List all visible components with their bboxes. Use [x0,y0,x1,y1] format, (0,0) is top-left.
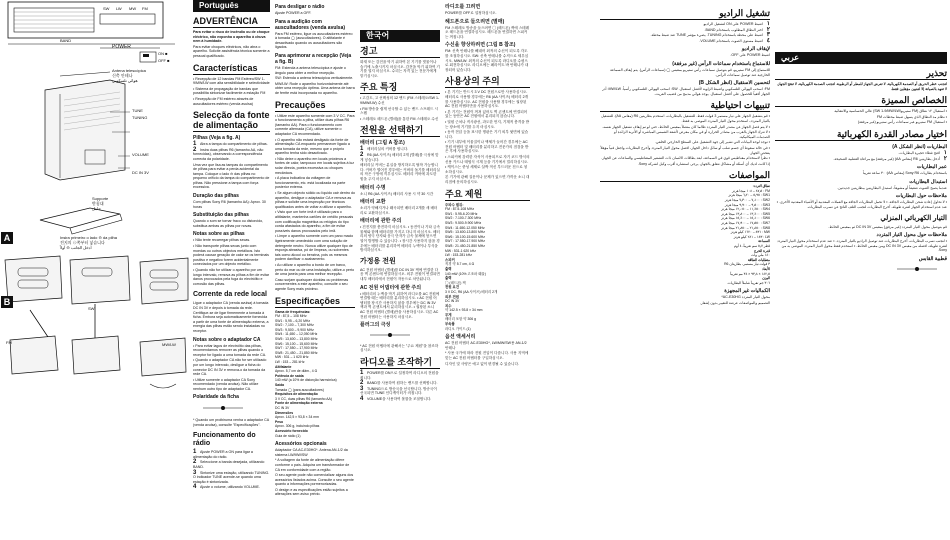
ar-operation-step: اختر النطاق المطلوب باستخدام BAND. [704,27,763,32]
pt-spec-line: SW3 : 9,500 – 9,900 MHz [275,327,314,332]
ko-house-title: 가정용 전원 [360,257,396,265]
ar-spec-title: المواصفات [600,170,770,182]
ko-spec-line: 스피커 [445,257,455,262]
ar-spec-line: ٣ فولت تيار مستمر، بطاريتان R6 [724,262,770,267]
pt-precaution: • Não deixe o aparelho em locais próximos a fontes de calor, tampouco em locais sujeitos à luz solar directa, poeira excessiva ou choques mecânicos. [275,156,355,175]
ko-life-title: 배터리 수명 [360,184,386,191]
ko-spec-line: 직경 약 5.7 cm, 4 Ω [445,262,475,267]
ko-operation-step: VOLUME을 사용하여 볼륨을 조절합니다. [367,396,432,401]
pt-precaution: • Ao utilizar o aparelho a bordo de um barco, perto do mar ou de uma instalação, utilize-o perto de uma janela para uma melhor recepção. [275,262,355,277]
pt-spec-line: Peso [275,419,284,424]
ko-operation-step: TUNING으로 방송국을 선국합니다. 방송국이 선국되면 TUNE 인디케이터가 켜집니다. [360,386,437,396]
pt-spec-line: Dimensões [275,410,294,415]
pt-reception-item: SW: Estenda a antena telescópica verticalmente. [275,76,354,81]
ar-off-title: لإيقاف الراديو [741,46,770,53]
ko-feature: • FM 방송을 쉽게 선국할 수 있는 밴드 스프레드 시스템 [360,106,438,116]
ko-replace-title: 배터리 교환 [360,199,386,206]
ar-spec-line: الأبعاد [762,266,770,271]
ar-spec-line: MW : ٥٣١ – ١٦٢٠ كيلو هرتز [730,230,770,235]
ko-care-item: • 본 기기는 반드시 3 V DC 전원으로만 사용하십시오. 배터리로 사용할 경우에는 R6 (AA 사이즈) 배터리 2개를 사용하십시오. AC 전원을 사용할 경우에는 권장된 AC 전원 어댑터만을 사용하십시오. [445,90,529,109]
pt-spec-line: SW4 : 11,650 – 12,050 MHz [275,332,318,337]
ko-care-item: • 동작 전압 등을 표시한 명판은 기기 외부 뒷면에 있습니다. [445,130,529,139]
pt-specs-title: Especificações [275,296,355,308]
ar-operation-step: اضبط على محطة باستخدام TUNING. يضيء مؤشر TUNE عند ضبط محطة. [650,33,763,38]
label-dcin: DC IN 3V [132,170,149,175]
label-insira-ko: 전지의 ⊖쪽부터 넣습니다 [60,240,105,245]
pt-design-note: O design e as especificações estão sujeitos a alterações sem aviso prévio. [275,487,348,497]
ko-acc-text: AC 전원 어댑터 AC-E30HG*, LW/MW/SW용 AN-1/2 안테나 [445,341,527,350]
ko-battery-step: 배터리실의 커버를 엽니다. [367,147,409,152]
ar-warning-title: تحذير [775,68,947,80]
pt-spec-line: Guia de rádio (1) [275,433,301,438]
ar-precautions-title: تنبيهات احتياطية [600,100,770,112]
ar-hp-title: للاستماع باستخدام سماعات الرأس (غير مرفقة) [672,60,770,67]
pt-headphone-title: Para a audição com auscultadores (venda avulsa) [275,18,346,31]
ko-acc-note: * 사용 국가에 따라 전원 전압이 다릅니다. 사용 지역에 맞는 AC 전원 어댑터를 구입하십시오. [445,351,529,361]
ar-spec-line: ١٤٠ ملي وات [751,253,770,258]
ko-care-title: 사용상의 주의 [445,76,530,88]
label-antenna-ar: هوائي تلسكوبي [112,78,138,83]
ar-spec-line: متطلبات الطاقة [747,257,770,262]
pt-spec-line: DC IN 3V [275,405,290,410]
ko-spec-line: SW5 : 13.600-13.800 MHz [445,230,485,235]
ar-spec-line: الوزن [762,276,770,281]
label-antenna-ko: 신축 안테나 [112,73,133,78]
plug-polarity-icon [360,329,420,341]
ko-features-title: 주요 특징 [360,82,440,94]
ar-spec-line: قطر ٥٫٧ سم تقريباً، ٤ أوم [734,244,770,248]
ko-spec-line: 배터리 포함 약 306 g [445,317,476,322]
pt-operation-step: Ajuste POWER a ON para ligar a alimentação do rádio. [193,450,253,459]
plug-polarity-icon [193,401,253,415]
ar-spec-line: SW2 : ٧٫١٠٠ – ٧٫٣٠٠ ميجا هرتز [724,198,770,203]
ar-spec-line: SW6 : ١٥٫١٠٠ – ١٥٫٦٠٠ ميجا هرتز [721,216,770,221]
pt-battery-note-item: • Não transporte pilhas secas junto com moedas ou outros objectos metálicos. Isto poderá causar geração de calor se os terminais positivo e negativo forem acidentalmente conectados por um objecto metálico. [193,244,269,267]
ko-spec-line: 라디오 가이드 (1) [445,326,471,331]
ar-hp-text: للاستماع إلى FM ستيريو، قم بتوصيل سماعات رأس ستيريو بمقبس ◯ (سماعات الرأس). يتم إيقاف السماعة الخارجية عند توصيل سماعات الرأس. [610,67,770,77]
ko-acc-title: 옵션 액세서리 [445,334,476,341]
ko-spec-line: SW7 : 17.550-17.900 MHz [445,239,485,244]
ar-spec-line: SW5 : ١٣٫٦٠٠ – ١٣٫٨٠٠ ميجا هرتز [721,211,770,216]
ko-spec-line: 3 V DC, R6 (AA 사이즈) 배터리 2개 [445,289,498,294]
pt-ac-note-item: • Utilize somente o adaptador CA Sony recomendado (venda avulsa). Não utilize nenhum outro tipo de adaptador CA. [193,377,259,391]
ko-care-item: • 열원 근처나 직사광선, 과도한 먼지, 기계적 충격을 받는 장소에 기기를 두지 마십시오. [445,119,530,129]
pt-reception-title: Para aprimorar a recepção (Veja a fig. B) [275,52,352,65]
ko-bnote-text: • 건전지를 충전하지 마십시오. • 동전이나 기타 금속 물체와 함께 배터리를 가지고 다니지 마십시오. 배터리의 양극 단자와 음극 단자가 금속 물체에 닿으면 열이 발생할 수 있습니다. • 장시간 사용하지 않을 경우에는 배터리를 분리하여 배터리 누액이나 부식을 방지하십시오. [360,225,440,253]
label-insira: Insira primeiro o lado ⊖ da pilha [60,235,117,240]
ar-battery-title: البطاريات (انظر الشكل A) [892,143,947,150]
ko-spec-line: 140 mW (10% 고조파 왜율) [445,271,486,276]
ar-spec-line: SW4 : ١١٫٦٥٠ – ١٢٫٠٥٠ ميجا هرتز [721,207,770,212]
pt-spec-line: Aprox. 5,7 cm de diâm., 4 Ω [275,369,318,374]
ko-spec-line: SW4 : 11.650-12.050 MHz [445,225,485,230]
ko-life-text: 소니 R6 (AA 사이즈) 배터리 사용 시 약 30 시간 [360,191,434,196]
pt-operation-step: Sintonize uma estação, utilizando TUNING. O indicador TUNE acende-se quando uma estação é sintonizada. [193,470,270,484]
ko-spec-line: FM : 87.5-108 MHz [445,207,475,212]
pt-ac-notes-title: Notas sobre o adaptador CA [193,336,261,343]
pt-dealer-note: O seu agente pode não comercializar alguns dos acessórios listados acima. Consulte o seu agente quanto a informações pormenorizadas. [275,473,354,487]
ar-off-text: اضبط POWER على OFF. [730,53,770,58]
ko-spec-line: LW : 153-281 kHz [445,253,472,258]
ar-precaution: • توجد لوحة البيانات التي تشير إلى جهد التشغيل على السطح الخارجي الخلفي. [654,140,770,145]
pt-spec-line: SW5 : 13,600 – 13,800 MHz [275,337,318,342]
ar-precaution: • قم بتشغيل الجهاز على تيار مستمر 3 فولت فقط. للتشغيل بالبطاريات، استخدم بطاريتين R6 (مقاس AA). للتشغيل بالتيار المتردد، استخدم محول التيار المتردد الموصى به فقط. [601,114,770,123]
ko-spec-line: SW2 : 7.100-7.300 MHz [445,216,482,221]
ko-spec-line: 부속품 [445,322,455,327]
pt-plug-note: * Quando um proibiruma venha o adaptador CA (venda avulsa), consulte "Especificações". [193,418,269,427]
pt-features-title: Características [193,63,270,75]
pt-accessories-note: * A voltagem da fonte de alimentação difere conforme o país. Adquira um transformador de CA em conformidade com a região. [275,458,350,472]
ko-spec-line: MW : 531-1 620 kHz [445,248,476,253]
pt-headphone-text: Para FM estéreo, ligue os auscultadores estéreo à tomada ◯ (auscultadores). O altifalante é desactivado quando os auscultadores são ligados. [275,31,353,50]
pt-batteries-title: Pilhas (Veja a fig. A) [193,135,241,142]
label-mwlw: MW/LW [162,342,176,347]
ko-spec-list [445,203,530,332]
section-b-label: B [1,296,13,308]
ko-care-item: • 본 기기는 전원이 꺼져 있어도 벽 콘센트에 연결되어 있는 동안은 AC 전원에서 분리되지 않습니다. [445,109,528,119]
pt-spec-line: Altifalante [275,364,292,369]
label-sw: SW [88,306,95,311]
ar-ac-title: ملاحظات حول محول التيار المتردد [876,232,947,239]
pt-spec-line: SW8 : 21,450 – 21,850 MHz [275,350,318,355]
ar-spec-line: قدرة الخرج [754,248,770,253]
ko-spec-line: SW6 : 15.100-15.600 MHz [445,234,485,239]
pt-battery-replace-title: Substituição das pilhas [193,212,249,219]
label-antenna: Antena telescópica [112,68,146,73]
ar-precautions-final: إذا كانت لديك أي أسئلة أو مشاكل تتعلق بالجهاز، يرجى استشارة أقرب وكيل لشركة Sony. [637,161,770,166]
ko-rec-title: 수신을 향상하려면 (그림 B 참조) [445,42,516,49]
ar-precaution: • في حالة سقوط أي جسم صلب أو سائل داخل الجهاز، افصل محول التيار المتردد وأخرج البطاريات واجعل فنياً مؤهلاً يفحص الجهاز. [600,145,770,155]
ar-spec-list [600,184,770,285]
ko-feature: • 스테레오 헤드폰 (별매)을 통한 FM 스테레오 수신 [360,116,439,121]
pt-spec-line: SW7 : 17,550 – 17,900 MHz [275,346,318,351]
ko-care-item: • 기기 내부에 이물질이나 액체가 들어간 경우에는 AC 전원 어댑터 및 배터리를 분리하고 전문가의 점검을 받은 후에 사용하십시오. [445,140,529,154]
plug-polarity-icon [887,263,947,275]
pt-warning-text: Para evitar o risco de incêndio ou de choque eléctrico, não exponha o aparelho à chuva nem à humidade. [193,30,270,44]
ar-bnote-text: • لا تحاول إعادة شحن البطاريات الجافة. • لا تحمل البطاريات الجافة مع العملات المعدنية أو الأشياء المعدنية الأخرى. • عند عدم استخدام الجهاز لفترة طويلة، أخرج البطاريات لتجنب التلف الناتج عن تسرب البطاريات. [776,200,947,209]
ko-spec-line: DC IN 3V [445,299,460,304]
pt-feature: • Recepção de FM estéreo através de auscultadores estéreo (venda avulsa) [193,96,254,106]
ar-column-2: تشغيل الراديو ١اضبط POWER على ON لتشغيل الراديو. ٢اختر النطاق المطلوب باستخدام BAND. ٣اضبط على محطة باستخدام TUNING. يضيء مؤشر TUNE عند ضبط محطة. ٤اضبط مستوى الصوت باستخدام VOLUME. لإيقاف الراديو اضبط POWER على OFF. للاستماع باستخدام سماعات الرأس (غير مرفقة) للاستماع إلى FM ستيريو، قم بتوصيل سماعات رأس ستيريو بمقبس ◯ (سماعات الرأس). يتم إيقاف السماعة الخارجية عند توصيل سماعات الرأس. لتحسين الاستقبال (انظر الشكل B) FM: اسحب الهوائي التلسكوبي واضبط الزاوية لأفضل استقبال. SW: اسحب الهوائي التلسكوبي رأسياً. MW/LW: أدر الجهاز أفقياً للحصول على أفضل استقبال. يوجد هوائي مدمج من قضيب الفريت. تنبيهات احتياطية • قم بتشغيل الجهاز على تيار مستمر 3 فولت فقط. للتشغيل بالبطاريات، استخدم بطاريتين R6 (مقاس AA). للتشغيل بالتيار المتردد، استخدم محول التيار المتردد الموصى به فقط. • لا يتم فصل الجهاز عن مصدر التيار المتردد طالما كان متصلاً بمقبس الحائط، حتى لو تم إيقاف تشغيل الجهاز نفسه. • لا تترك الجهاز بالقرب من مصادر الحرارة أو في مكان معرض لأشعة الشمس المباشرة أو الأتربة الزائدة أو الصدمات الميكانيكية. • توجد لوحة البيانات التي تشير إلى جهد التشغيل على السطح الخارجي الخلفي. • في حالة سقوط أي جسم صلب أو سائل داخل الجهاز، افصل محول التيار المتردد وأخرج البطاريات واجعل فنياً مؤهلاً يفحص الجهاز. • نظراً لاستخدام مغناطيس قوي في السماعة، ابعد بطاقات الائتمان ذات التشفير المغناطيسي والساعات عن الجهاز. إذا كانت لديك أي أسئلة أو مشاكل تتعلق بالجهاز، يرجى استشارة أقرب وكيل لشركة Sony. المواصفات نطاق التردد: FM : ٨٧٫٥ – ١٠٨ ميجا هرتز SW1 : ٥٫٩٥ – ٦٫٢٠ ميجا هرتز SW2 : ٧٫١٠٠ – ٧٫٣٠٠ ميجا هرتز SW3 : ٩٫٥٠٠ – ٩٫٩٠٠ ميجا هرتز SW4 : ١١٫٦٥٠ – ١٢٫٠٥٠ ميجا هرتز SW5 : ١٣٫٦٠٠ – ١٣٫٨٠٠ ميجا هرتز SW6 : ١٥٫١٠٠ – ١٥٫٦٠٠ ميجا هرتز SW7 : ١٧٫٥٥٠ – ١٧٫٩٠٠ ميجا هرتز SW8 : ٢١٫٤٥٠ – ٢١٫٨٥٠ ميجا هرتز MW : ٥٣١ – ١٦٢٠ كيلو هرتز LW : ١٥٣ – ٢٨١ كيلو هرتز السماعة قطر ٥٫٧ سم تقريباً، ٤ أوم قدرة الخرج ١٤٠ ملي وات متطلبات الطاقة ٣ فولت تيار مستمر، بطاريتان R6 الأبعاد ١٤٢٫٥ × ٩٣٫٨ × ٣٤ مم تقريباً الوزن ٣٠٦ جم تقريباً شاملاً البطاريات الكماليات غير المجهزة محول التيار المتردد AC-E30HG* التصميم والمواصفات عرضة للتغيير بدون إشعار. [600,8,770,305]
pt-precautions-title: Precauções [275,100,355,112]
section-a-label: A [1,232,13,244]
pt-reception-item: MW/LW: Rode o aparelho horizontalmente até obter uma recepção óptima. Uma antena de barra de ferrite está incorporada no aparelho. [275,81,355,95]
ko-warning-title: 경고 [360,46,440,58]
pt-precaution: • Utilize este aparelho somente com 3 V CC. Para o funcionamento a pilha, utilize duas pilhas R6 (tamanho AA). Para o funcionamento com corrente alternada (CA), utilize somente o adaptador CA recomendado. [275,113,355,136]
pt-off-title: Para desligar o rádio [275,4,325,10]
pt-spec-line: SW1 : 5,95 – 6,20 MHz [275,318,311,323]
ko-column-2 [445,0,530,540]
ko-spec-line: SW8 : 21.450-21.850 MHz [445,243,485,248]
pt-spec-line: Tomada ◯ (para auscultadores) [275,387,324,392]
ar-spec-line: LW : ١٥٣ – ٢٨١ كيلو هرتز [733,234,770,239]
pt-precaution: • Visto que um forte ímã é utilizado para o altifalante, mantenha cartões de crédito pessoais com codificação magnética ou relógios do tipo corda afastados do aparelho, a fim de evitar possíveis danos provocados pelo ímã. [275,210,354,233]
lang-tab-pt: Português [193,0,270,12]
label-band: BAND [60,38,72,43]
pt-spec-line: SW6 : 15,100 – 15,600 MHz [275,341,318,346]
ko-spec-line: 외부 전원 [445,294,460,299]
label-fm: FM [6,340,12,345]
ar-spec-line: السماعة [758,239,770,244]
pt-ac-note-item: • Quando o adaptador CA não for ser utilizado por um longo intervalo, desligue a ficha do conector DC IN 3V e remova-o da tomada da rede CA. [193,358,267,377]
ko-operation-step: POWER를 ON으로 설정하여 라디오의 전원을 켭니다. [360,370,439,380]
ko-power-title: 전원을 선택하기 [360,125,440,137]
pt-battery-note: Uma vez que lisa as tampas do compartimento de pilhas para evitar a perda acidental da tampa. Coloque o lado ⊖ das pilhas no pequeno orifício da tampa do compartimento de pilhas. Não pressione a tampa com força excessiva. [193,162,270,190]
ar-spec-line: SW1 : ٥٫٩٥ – ٦٫٢٠ ميجا هرتز [728,193,770,198]
pt-battery-life-text: Com pilhas Sony R6 (tamanho AA): Aprox. 30 horas [193,200,266,209]
pt-house-current-text: Ligue o adaptador CA (venda avulsa) à tomada DC IN 3V e depois à tomada da rede. Certifique-se de ligar firmemente a tomada à ficha. Embora seja automaticamente fornecida a partir de uma fonte de alimentação externa, a energia das pilhas estão sendo instaladas no receptor. [193,301,269,333]
pt-operation-step: Seleccione a banda desejada, utilizando BAND. [193,460,265,470]
ar-precaution: • لا تترك الجهاز بالقرب من مصادر الحرارة أو في مكان معرض لأشعة الشمس المباشرة أو الأتربة الزائدة أو الصدمات الميكانيكية. [614,130,770,139]
pt-precaution: • Limpe o aparelho somente com um pano macio ligeiramente umedecido com uma solução de detergente neutro. Nunca utilize qualquer tipo de esponja abrasiva, pó de limpeza, ou solventes tais como álcool ou benzina, pois os mesmos podem danificar o acabamento. [275,234,354,262]
label-tuning: TUNING [132,115,148,120]
ko-spec-line: ◯ (헤드폰) 잭 [445,280,466,285]
ko-warning-text: 화재 또는 감전을 막기 위하여 본 기기를 빗물이나 습기에 노출시키지 마십시오. 감전을 막기 위하여 기기를 열지 마십시오. 수리는 자격 있는 전문가에게 맡기십시오. [360,60,440,78]
ar-operation-title: تشغيل الراديو [600,8,770,20]
ko-spec-line: 출력 [445,266,452,271]
ko-spec-line: 무게 [445,312,452,317]
pt-plug-polarity: Polaridade da ficha [193,394,239,401]
pt-spec-line: 140 mW (a 10% de distorção harmónica) [275,378,337,383]
ar-warning-text: لتجنب خطر الحريق أو الصدمة الكهربائية، لا تعرض الجهاز للمطر أو الرطوبة. لتجنب الصدمة الكهربائية، لا تفتح الجهاز. لا تعهد بالصيانة إلا لفنيين مؤهلين فقط. [776,82,947,91]
pt-feature: • Recepção de 12 bandas FM Estéreo/SW 1-9/MW/LW com alta sensibilidade e selectividade [193,76,270,86]
ko-rec-text: FM: 신축 안테나를 빼내어 최적의 수신이 되도록 각도를 조절하십시오. SW: 신축 안테나를 수직으로 세우십시오. MW/LW: 최적의 수신이 되도록 라디오를 수평으로 회전하십시오. 라디오에는 페라이트 바 안테나가 내장되어 있습니다. [445,49,529,72]
ko-spec-line: 전원 요건 [445,285,460,290]
label-band-lw: LW [116,6,122,11]
ar-precaution: • لا يتم فصل الجهاز عن مصدر التيار المتردد طالما كان متصلاً بمقبس الحائط، حتى لو تم إيقاف تشغيل الجهاز نفسه. [602,124,770,129]
pt-column-1: Português ADVERTÊNCIA Para evitar o risco de incêndio ou de choque eléctrico, não exponha o aparelho à chuva nem à humidade. Para evitar choques eléctricos, não abra o aparelho. Solicite assistência técnica somente a pessoal qualificado. Características • Recepção de 12 bandas FM Estéreo/SW 1-9/MW/LW com alta sensibilidade e selectividade • Sistema de propagação de bandas que possibilita sintonizar facilmente a estação FM • Recepção de FM estéreo através de auscultadores estéreo (venda avulsa) Selecção da fonte de alimentação Pilhas (Veja a fig. A) 1 Abra a tampa do compartimento de pilhas. 2 Insira duas pilhas R6 (tamanho AA, não fornecidas), observando a correspondência correcta da polaridade. Uma vez que lisa as tampas do compartimento de pilhas para evitar a perda acidental da tampa. Coloque o lado ⊖ das pilhas no pequeno orifício da tampa do compartimento de pilhas. Não pressione a tampa com força excessiva. Duração das pilhas Com pilhas Sony R6 (tamanho AA): Aprox. 30 horas Substituição das pilhas Quando o som se tornar fraco ou distorcido, substitua ambas as pilhas por novas. Notas sobre as pilhas • Não tente recarregar pilhas secas. • Não transporte pilhas secas junto com moedas ou outros objectos metálicos. Isto poderá causar geração de calor se os terminais positivo e negativo forem acidentalmente conectados por um objecto metálico. • Quando não for utilizar o aparelho por um longo intervalo, remova as pilhas a fim de evitar danos provocados pela fuga do electrólito e corrosão das pilhas. Corrente da rede local Ligue o adaptador CA (venda avulsa) à tomada DC IN 3V e depois à tomada da rede. Certifique-se de ligar firmemente a tomada à ficha. Embora seja automaticamente fornecida a partir de uma fonte de alimentação externa, a energia das pilhas estão sendo instaladas no receptor. Notas sobre o adaptador CA • Para evitar lagos de electrólito das pilhas, recomendamos remover as pilhas quando o receptor for ligado a uma tomada da rede CA. • Quando o adaptador CA não for ser utilizado por um longo intervalo, desligue a ficha do conector DC IN 3V e remova-o da tomada da rede CA. • Utilize somente o adaptador CA Sony recomendado (venda avulsa). Não utilize nenhum outro tipo de adaptador CA. Polaridade da ficha * Quando um proibiruma venha o adaptador CA (venda avulsa), consulte "Especificações". Funcionamento do rádio 1 Ajuste POWER a ON para ligar a alimentação do rádio. 2 Seleccione a banda desejada, utilizando BAND. 3 Sintonize uma estação, utilizando TUNING. O indicador TUNE acende-se quando uma estação é sintonizada. 4 Ajuste o volume, utilizando VOLUME. [193,0,270,491]
ko-plug: 플러그의 극성 [360,322,391,329]
ar-spec-line: نطاق التردد: [752,184,770,189]
ko-operation-title: 라디오를 조작하기 [360,357,440,369]
ar-feature: • نظام مد النطاق الذي يسهل ضبط محطات FM [876,114,947,119]
ar-plug: قطبية القابس [918,255,947,262]
lang-tab-ko: 한국어 [360,30,440,42]
pt-precaution: • Se algum objecto sólido ou líquido cair dentro do aparelho, desligue o adaptador CA e remova as pilhas e solicite uma inspecção por técnicos qualificados antes de voltar a utilizar o aparelho. [275,191,355,209]
pt-spec-list [275,310,355,439]
pt-spec-line: Saída [275,383,285,387]
pt-spec-line: 3 V CC, duas pilhas R6 (tamanho AA) [275,396,332,401]
ko-care-item: • 스피커에 강력한 자석이 사용되므로 자기 코드 방식의 신용 카드나 태엽식 시계 등을 기기에서 멀리하십시오. [445,155,530,164]
pt-operation-step: Ajuste o volume, utilizando VOLUME. [200,485,260,490]
ar-house-title: التيار الكهربائي المنزلي [880,214,947,222]
ar-feature: • استقبال FM ستيريو عبر سماعات رأس ستيريو (غير مرفقة) [857,120,947,125]
label-supporte: Supporte [92,196,109,201]
pt-spec-line: FM : 87,5 – 108 MHz [275,314,307,319]
ar-rec-title: لتحسين الاستقبال (انظر الشكل B) [698,80,770,87]
ar-column-1: عربي تحذير لتجنب خطر الحريق أو الصدمة الكهربائية، لا تعرض الجهاز للمطر أو الرطوبة. لتجنب الصدمة الكهربائية، لا تفتح الجهاز. لا تعهد بالصيانة إلا لفنيين مؤهلين فقط. الخصائص المميزة • استقبال ١٢ نطاق (FM ستيريو/SW 1-9/MW/LW) عالي الحساسية والانتقائية • نظام مد النطاق الذي يسهل ضبط محطات FM • استقبال FM ستيريو عبر سماعات رأس ستيريو (غير مرفقة) اختيار مصادر القدرة الكهربائية البطاريات (انظر الشكل A) ١افتح غطاء حجيرة البطاريات. ٢أدخل بطاريتين R6 (مقاس AA) (غير مرفقة) مع مراعاة القطبية الصحيحة. عمر البطاريات باستخدام بطاريات Sony R6 (مقاس AA): ٣٠ ساعة تقريباً استبدال البطاريات عندما يصبح الصوت ضعيفاً أو مشوهاً، استبدل البطاريتين ببطاريتين جديدتين. ملاحظات حول البطاريات • لا تحاول إعادة شحن البطاريات الجافة. • لا تحمل البطاريات الجافة مع العملات المعدنية أو الأشياء المعدنية الأخرى. • عند عدم استخدام الجهاز لفترة طويلة، أخرج البطاريات لتجنب التلف الناتج عن تسرب البطاريات. التيار الكهربائي المنزلي قم بتوصيل محول التيار المتردد (غير مرفق) بمقبس DC IN 3V ثم بمقبس الحائط. ملاحظات حول محول التيار المتردد • لتجنب تسرب البطاريات، أخرج البطاريات عند توصيل الراديو بالتيار المتردد. • عند عدم استخدام محول التيار المتردد لفترة طويلة، افصله من مقبس DC IN 3V ومن مقبس الحائط. • استخدم فقط محول التيار المتردد الموصى به من Sony. قطبية القابس [775,0,947,540]
ko-off-text: POWER를 OFF로 설정하십시오. [445,11,497,15]
pt-operation-title: Funcionamento do rádio [193,432,256,448]
pt-battery-replace-text: Quando o som se tornar fraco ou distorcido, substitua ambas as pilhas por novas. [193,219,264,228]
ko-hp-title: 헤드폰으로 들으려면 (별매) [445,18,505,25]
ar-life-title: عمر البطاريات [916,164,947,171]
pt-accessories-title: Acessórios opcionais [275,441,327,448]
label-tune: TUNE [132,108,143,113]
pt-spec-line: Fonte de alimentação externa [275,401,323,406]
ar-replace-title: استبدال البطاريات [909,178,947,185]
ar-spec-line: FM : ٨٧٫٥ – ١٠٨ ميجا هرتز [732,188,770,193]
ar-replace-text: عندما يصبح الصوت ضعيفاً أو مشوهاً، استبدل البطاريتين ببطاريتين جديدتين. [837,185,947,190]
pt-battery-step: Abra a tampa do compartimento de pilhas. [200,142,268,147]
pt-warning-text-2: Para evitar choques eléctricos, não abra o aparelho. Solicite assistência técnica somente a pessoal qualificado. [193,44,270,58]
pt-column-2 [275,0,355,540]
ar-design: التصميم والمواصفات عرضة للتغيير بدون إشعار. [699,300,770,305]
pt-battery-notes-title: Notas sobre as pilhas [193,231,245,238]
pt-house-current-title: Corrente da rede local [193,291,267,299]
pt-spec-line: MW : 531 – 1 620 kHz [275,355,309,360]
pt-battery-note-item: • Não tente recarregar pilhas secas. [193,238,251,243]
pt-off-text: Ajuste POWER a OFF. [275,11,312,15]
pt-spec-line: Aprox. 306 g, incluindo pilhas [275,424,320,429]
pt-spec-line: Acessório fornecido [275,428,308,433]
pt-ac-note-item: • Para evitar lagos de electrólito das pilhas, recomendamos remover as pilhas quando o receptor for ligado a uma tomada da rede CA. [193,343,267,357]
pt-feature: • Sistema de propagação de bandas que possibilita sintonizar facilmente a estação FM [193,86,266,96]
pt-precaution: • O aparelho não estará desligado da fonte de alimentação CA enquanto permanecer ligado a uma tomada da rede, mesmo que o próprio aparelho tenha sido desactivado. [275,137,350,156]
ko-ac-text: • 배터리의 누액을 막기 위하여 라디오를 AC 전원에 연결할 때는 배터리를 분리하십시오. • AC 전원 어댑터를 장시간 사용하지 않을 경우에는 DC IN 3V 잭과 벽 콘센트에서 분리하십시오. • 권장된 소니 AC 전원 어댑터 (별매)만을 사용하십시오. 다른 AC 전원 어댑터는 사용하지 마십시오. [360,291,440,319]
ar-battery-step: أدخل بطاريتين R6 (مقاس AA) (غير مرفقة) مع مراعاة القطبية الصحيحة. [833,156,940,161]
ko-spec-line: 치수 [445,303,452,308]
ar-spec-line: SW8 : ٢١٫٤٥٠ – ٢١٫٨٥٠ ميجا هرتز [721,225,770,230]
pt-spec-line: Potência de saída [275,373,304,378]
pt-reception-item: FM: Estenda a antena telescópica e ajuste o ângulo para obter a melhor recepção. [275,65,346,75]
ar-power-title: اختيار مصادر القدرة الكهربائية [775,129,947,141]
ar-house-text: قم بتوصيل محول التيار المتردد (غير مرفق) بمقبس DC IN 3V ثم بمقبس الحائط. [828,224,947,229]
ko-off-title: 라디오를 끄려면 [445,4,481,10]
ko-battery-step: R6 (AA 사이즈) 배터리 2개 (별매)를 극성에 맞게 넣습니다. [360,152,439,162]
ar-precaution: • نظراً لاستخدام مغناطيس قوي في السماعة، ابعد بطاقات الائتمان ذات التشفير المغناطيسي والساعات عن الجهاز. [601,156,770,161]
ko-spec-title: 주요 제원 [445,189,530,201]
pt-spec-line: Gama de frequências: [275,309,311,314]
ko-spec-line: SW3 : 9.500-9.900 MHz [445,221,482,225]
ko-battery-title: 배터리 (그림 A 참조) [360,140,405,147]
label-power-off: OFF ■ [158,58,170,63]
pt-spec-line: Aprox. 142,5 × 93,8 × 34 mm [275,415,319,420]
pt-spec-line: SW2 : 7,100 – 7,300 MHz [275,323,314,328]
ar-bnote-title: ملاحظات حول البطاريات [895,193,947,200]
pt-precautions-final: Caso surjam quaisquer dúvidas ou problemas concernentes a este aparelho, consulte o seu agente Sony mais próximo. [275,277,349,291]
pt-battery-life-title: Duração das pilhas [193,193,239,200]
diagram-column [0,0,190,540]
label-insira-ar: أدخل الجانب ⊖ أولاً [60,245,92,250]
ko-operation-step: BAND를 사용하여 원하는 밴드를 선택합니다. [367,381,438,386]
ar-spec-line: SW3 : ٩٫٥٠٠ – ٩٫٩٠٠ ميجا هرتز [724,202,770,207]
ar-acc-title: الكماليات غير المجهزة [724,288,770,295]
pt-warning-title: ADVERTÊNCIA [193,16,270,28]
label-supporte-ar: حامل [92,206,101,211]
ko-battery-note: 배터리실 커버는 분실을 방지하도록 탈착 가능합니다. 커버가 떨어진 경우에는 커버의 돌기를 배터리실의 작은 구멍에 끼우십시오. 배터리 커버에 과도한 힘을 주지 마십시오. [360,163,440,181]
pt-spec-line: Requisitos de alimentação [275,392,318,397]
ko-care-item: • 케이스는 중성 세제로 살짝 적신 부드러운 천으로 청소하십시오. [445,165,528,174]
pt-power-source-title: Selecção da fonte de alimentação [193,110,270,131]
ko-house-text: AC 전원 어댑터 (별매)를 DC IN 3V 잭에 연결한 다음 벽 콘센트에 연결하십시오. 외부 전원이 연결되면 내부 배터리에서 전원이 자동으로 차단됩니다. [360,267,440,282]
label-power-on: ON ■ [158,51,168,56]
pt-accessories-text: Adaptador CA AC-E30HG*. Antena AN-1/2 da sistema LW/MW/SW [275,448,348,457]
label-volume: VOLUME [132,152,149,157]
ar-spec-line: SW7 : ١٧٫٥٥٠ – ١٧٫٩٠٠ ميجا هرتز [721,221,770,226]
label-band-sw: SW [103,6,110,11]
ko-bnote-title: 배터리에 관한 주의 [360,218,402,225]
ko-ac-title: AC 전원 어댑터에 관한 주의 [360,284,422,291]
radio-side-diagram [0,70,190,210]
ko-column-1: 한국어 경고 화재 또는 감전을 막기 위하여 본 기기를 빗물이나 습기에 노출시키지 마십시오. 감전을 막기 위하여 기기를 열지 마십시오. 수리는 자격 있는 전문가에게 맡기십시오. 주요 특징 • 고감도, 고 선택성의 12 밴드 (FM 스테레오/SW 1-9/MW/LW) 수신 • FM 방송을 쉽게 선국할 수 있는 밴드 스프레드 시스템 • 스테레오 헤드폰 (별매)을 통한 FM 스테레오 수신 전원을 선택하기 배터리 (그림 A 참조) 1 배터리실의 커버를 엽니다. 2 R6 (AA 사이즈) 배터리 2개 (별매)를 극성에 맞게 넣습니다. 배터리실 커버는 분실을 방지하도록 탈착 가능합니다. 커버가 떨어진 경우에는 커버의 돌기를 배터리실의 작은 구멍에 끼우십시오. 배터리 커버에 과도한 힘을 주지 마십시오. 배터리 수명 소니 R6 (AA 사이즈) 배터리 사용 시 약 30 시간 배터리 교환 소리가 약해지거나 왜곡되면 배터리 2개를 새 배터리로 교환하십시오. 배터리에 관한 주의 • 건전지를 충전하지 마십시오. • 동전이나 기타 금속 물체와 함께 배터리를 가지고 다니지 마십시오. 배터리의 양극 단자와 음극 단자가 금속 물체에 닿으면 열이 발생할 수 있습니다. • 장시간 사용하지 않을 경우에는 배터리를 분리하여 배터리 누액이나 부식을 방지하십시오. 가정용 전원 AC 전원 어댑터 (별매)를 DC IN 3V 잭에 연결한 다음 벽 콘센트에 연결하십시오. 외부 전원이 연결되면 내부 배터리에서 전원이 자동으로 차단됩니다. AC 전원 어댑터에 관한 주의 • 배터리의 누액을 막기 위하여 라디오를 AC 전원에 연결할 때는 배터리를 분리하십시오. • AC 전원 어댑터를 장시간 사용하지 않을 경우에는 DC IN 3V 잭과 벽 콘센트에서 분리하십시오. • 권장된 소니 AC 전원 어댑터 (별매)만을 사용하십시오. 다른 AC 전원 어댑터는 사용하지 마십시오. 플러그의 극성 * AC 전원 어댑터에 관해서는 "주요 제원"을 참조하십시오. 라디오를 조작하기 1 POWER를 ON으로 설정하여 라디오의 전원을 켭니다. 2 BAND를 사용하여 원하는 밴드를 선택합니다. 3 TUNING으로 방송국을 선국합니다. 방송국이 선국되면 TUNE 인디케이터가 켜집니다. 4 VOLUME을 사용하여 볼륨을 조절합니다. [360,30,440,402]
ko-spec-line: SW1 : 5.95-6.20 MHz [445,211,478,216]
ar-feature: • استقبال ١٢ نطاق (FM ستيريو/SW 1-9/MW/LW) عالي الحساسية والانتقائية [834,109,947,114]
label-power: POWER [112,44,131,50]
ar-battery-step: افتح غطاء حجيرة البطاريات. [898,150,940,155]
ar-rec-text: FM: اسحب الهوائي التلسكوبي واضبط الزاوية لأفضل استقبال. SW: اسحب الهوائي التلسكوبي رأسياً. MW/LW: أدر الجهاز أفقياً للحصول على أفضل استقبال. يوجد هوائي مدمج من قضيب الفريت. [602,87,770,96]
ko-spec-line: 주파수 범위: [445,202,464,207]
ko-replace-text: 소리가 약해지거나 왜곡되면 배터리 2개를 새 배터리로 교환하십시오. [360,206,438,215]
ko-spec-line: 약 142.5 × 93.8 × 34 mm [445,308,483,313]
ar-features-title: الخصائص المميزة [775,95,947,107]
label-band-mw: MW [129,6,137,11]
ar-acc-text: محول التيار المتردد AC-E30HG* [721,295,770,300]
pt-battery-note-item: • Quando não for utilizar o aparelho por um longo intervalo, remova as pilhas a fim de evitar danos provocados pela fuga do electrólito e corrosão das pilhas. [193,268,270,286]
pt-spec-line: LW : 153 – 281 kHz [275,360,305,365]
ar-operation-step: اضبط مستوى الصوت باستخدام VOLUME. [699,38,763,43]
pt-battery-step: Insira duas pilhas R6 (tamanho AA, não fornecidas), observando a correspondência correcta da polaridade. [193,147,264,161]
label-band-fm: FM [142,6,148,11]
ar-spec-line: ٣٠٦ جم تقريباً شاملاً البطاريات [727,280,770,285]
ko-care-final: 본 기기에 관해 질문이나 문제가 있으면 가까운 소니 대리점에 문의하십시오. [445,175,530,185]
label-supporte-ko: 받침대 [92,201,104,206]
ar-ac-text: • لتجنب تسرب البطاريات، أخرج البطاريات عند توصيل الراديو بالتيار المتردد. • عند عدم استخدام محول التيار المتردد لفترة طويلة، افصله من مقبس DC IN 3V ومن مقبس الحائط. • استخدم فقط محول التيار المتردد الموصى به من Sony. [777,239,947,253]
lang-tab-ar: عربي [775,52,947,64]
ko-plug-note: * AC 전원 어댑터에 관해서는 "주요 제원"을 참조하십시오. [360,343,439,353]
ko-design: 디자인 및 사양은 예고 없이 변경될 수 있습니다. [445,361,519,366]
ko-feature: • 고감도, 고 선택성의 12 밴드 (FM 스테레오/SW 1-9/MW/LW) 수신 [360,96,440,105]
pt-precaution: • A placa indicativa da voltagem de funcionamento, etc. está localizada na parte posterior externa. [275,176,346,190]
ar-spec-line: ١٤٢٫٥ × ٩٣٫٨ × ٣٤ مم تقريباً [730,271,770,276]
ar-operation-step: اضبط POWER على ON لتشغيل الراديو. [702,22,763,26]
ar-life-text: باستخدام بطاريات Sony R6 (مقاس AA): ٣٠ ساعة تقريباً [862,171,947,176]
ko-hp-text: FM 스테레오 방송을 들으려면 ◯ (헤드폰) 잭에 스테레오 헤드폰을 연결하십시오. 헤드폰을 연결하면 스피커는 꺼집니다. [445,25,530,39]
ko-spec-line: 출력 [445,276,452,281]
